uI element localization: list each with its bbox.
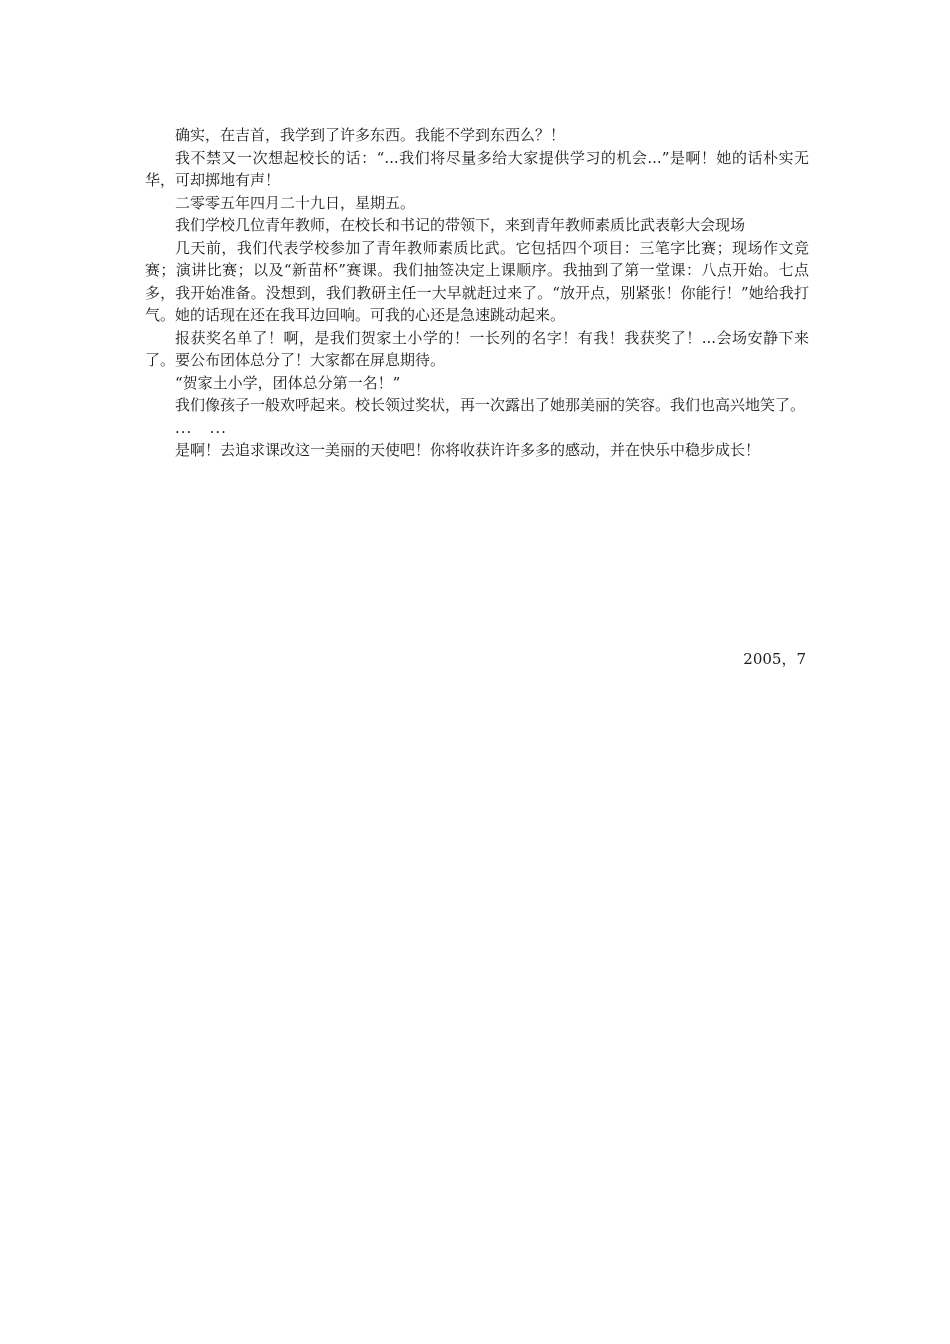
paragraph-5: 几天前，我们代表学校参加了青年教师素质比武。它包括四个项目：三笔字比赛；现场作文竞赛；演讲比赛；以及“新苗杯”赛课。我们抽签决定上课顺序。我抽到了第一堂课：八点开始。七点多，我开始准备。没想到，我们教研主任一大早就赶过来了。“放开点，别紧张！你能行！”她给我打气。她的话现在还在我耳边回响。可我的心还是急速跳动起来。 (145, 238, 809, 324)
paragraph-ellipsis: ... ... (175, 418, 227, 437)
paragraph-4: 我们学校几位青年教师，在校长和书记的带领下，来到青年教师素质比武表彰大会现场 (175, 216, 746, 234)
article-body (145, 124, 809, 462)
paragraph-3: 二零零五年四月二十九日，星期五。 (175, 193, 416, 212)
paragraph-7: “贺家土小学，团体总分第一名！” (175, 373, 401, 392)
paragraph-1: 确实，在吉首，我学到了许多东西。我能不学到东西么？！ (175, 126, 566, 144)
paragraph-8: 我们像孩子一般欢呼起来。校长领过奖状，再一次露出了她那美丽的笑容。我们也高兴地笑了。 (175, 396, 806, 414)
paragraph-6: 报获奖名单了！啊，是我们贺家土小学的！一长列的名字！有我！我获奖了！...会场安静下来了。要公布团体总分了！大家都在屏息期待。 (145, 328, 809, 369)
paragraph-2: 我不禁又一次想起校长的话：“...我们将尽量多给大家提供学习的机会...”是啊！她的话朴实无华，可却掷地有声！ (145, 148, 809, 189)
closing-date: 2005，7 (743, 650, 806, 668)
paragraph-10: 是啊！去追求课改这一美丽的天使吧！你将收获许许多多的感动，并在快乐中稳步成长！ (175, 441, 761, 459)
